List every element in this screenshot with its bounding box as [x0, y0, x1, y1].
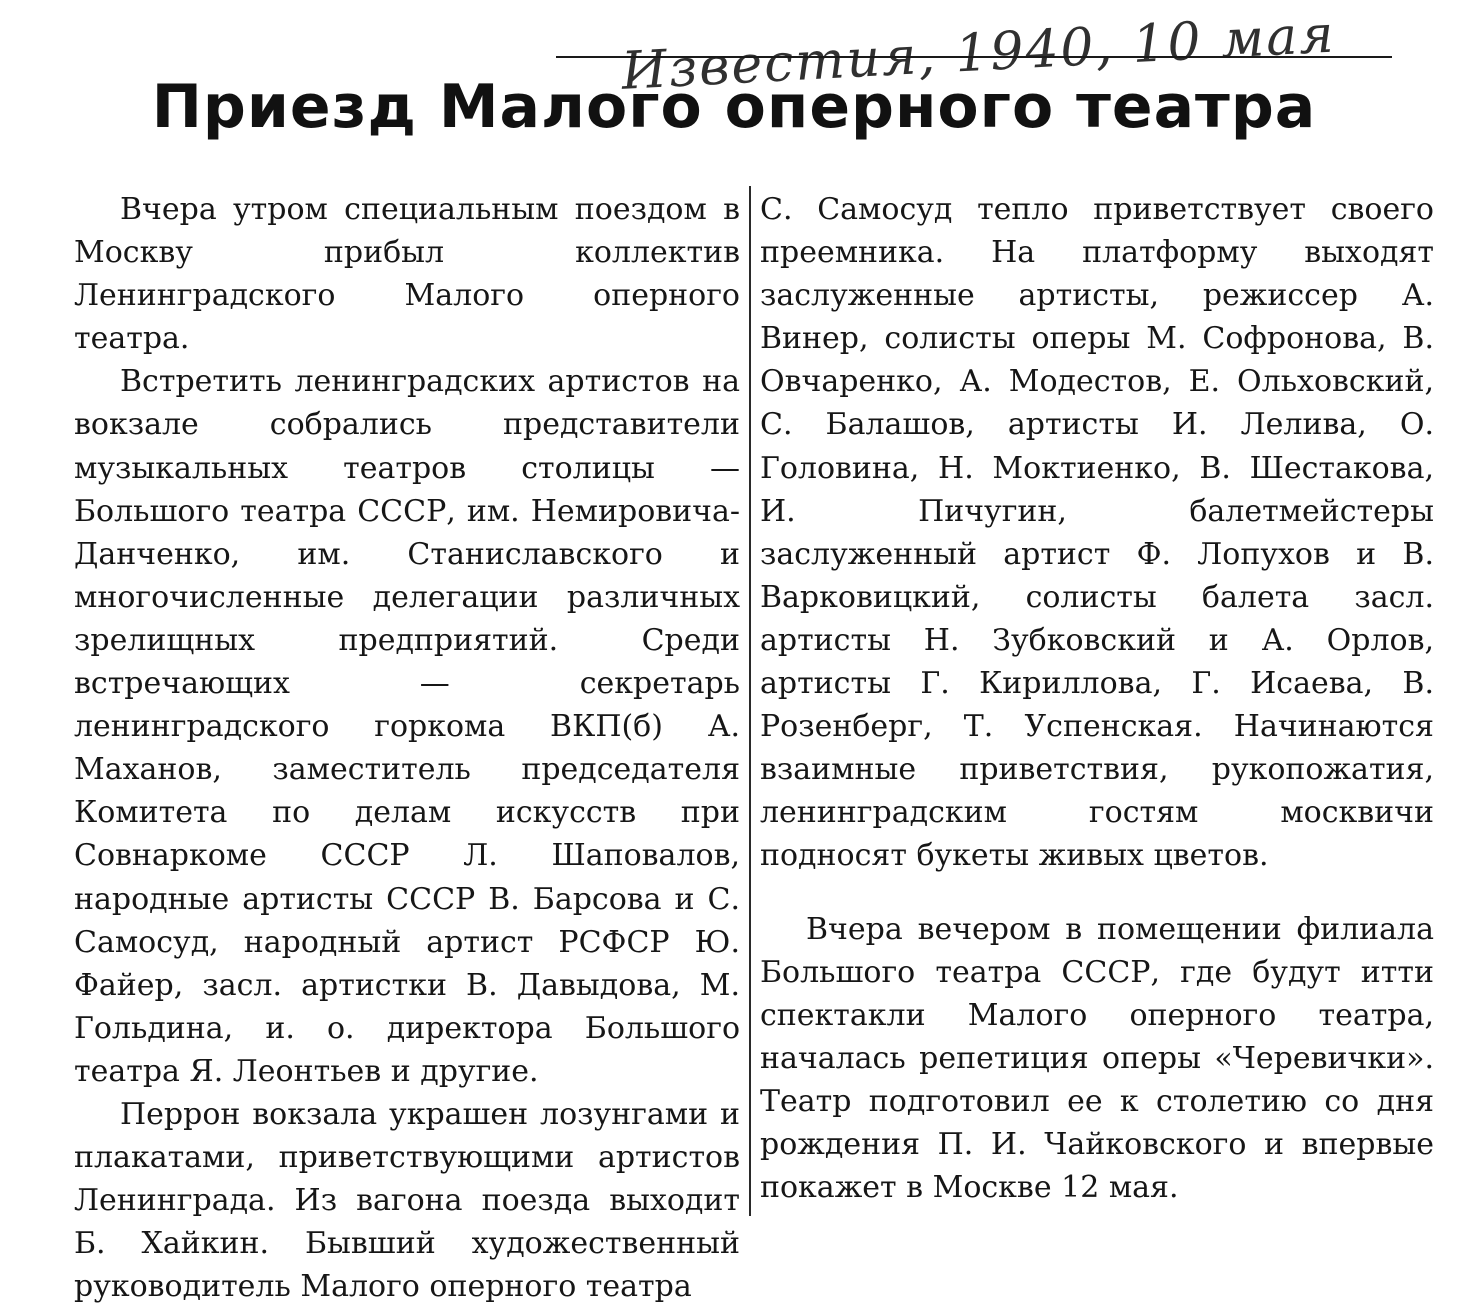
right-column — [760, 188, 1434, 1209]
paragraph: Перрон вокзала украшен лозунгами и плакатами, приветствующими артистов Ленинграда. Из вагона поезда выходит Б. Хайкин. Бывший художественный руководитель Малого оперного театра — [74, 1096, 740, 1305]
article-headline: Приезд Малого оперного театра — [151, 72, 1317, 142]
column-divider — [749, 186, 751, 1216]
paragraph: Вчера вечером в помещении филиала Большого театра СССР, где будут итти спектакли Малого оперного театра, началась репетиция оперы «Черевички». Театр подготовил ее к столетию со дня рождения П. И. Чайковского и впервые покажет в Москве 12 мая. — [760, 911, 1434, 1206]
paragraph: С. Самосуд тепло приветствует своего преемника. На платформу выходят заслуженные артисты, режиссер А. Винер, солисты оперы М. Софронова, В. Овчаренко, А. Модестов, Е. Ольховский, С. Балашов, артисты И. Лелива, О. Головина, Н. Моктиенко, В. Шестакова, И. Пичугин, балетмейстеры заслуженный артист Ф. Лопухов и В. Варковицкий, солисты балета засл. артисты Н. Зубковский и А. Орлов, артисты Г. Кириллова, Г. Исаева, В. Розенберг, Т. Успенская. Начинаются взаимные приветствия, рукопожатия, ленинградским гостям москвичи подносят букеты живых цветов. — [760, 192, 1434, 874]
handwritten-source-note: Известия, 1940, 10 мая — [620, 4, 1337, 102]
left-column — [74, 188, 740, 1308]
paragraph: Вчера утром специальным поездом в Москву прибыл коллектив Ленинградского Малого оперного театра. — [74, 192, 740, 357]
paragraph: Встретить ленинградских артистов на вокзале собрались представители музыкальных театров столицы — Большого театра СССР, им. Немировича-Данченко, им. Станиславского и многочисленные делегации различных зрелищных предприятий. Среди встречающих — секретарь ленинградского горкома ВКП(б) А. Маханов, заместитель председателя Комитета по делам искусств при Совнаркоме СССР Л. Шаповалов, народные артисты СССР В. Барсова и С. Самосуд, народный артист РСФСР Ю. Файер, засл. артистки В. Давыдова, М. Гольдина, и. о. директора Большого театра Я. Леонтьев и другие. — [74, 364, 740, 1089]
